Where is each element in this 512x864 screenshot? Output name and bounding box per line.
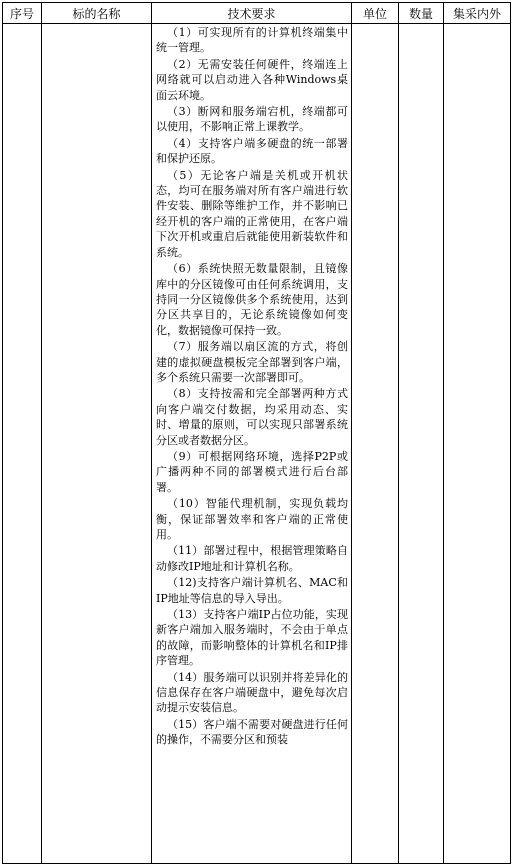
item-name-cell [42, 24, 152, 864]
requirement-item: （9）可根据网络环境，选择P2P或广播两种不同的部署模式进行后台部署。 [156, 449, 348, 494]
requirement-item: （4）支持客户端多硬盘的统一部署和保护还原。 [156, 136, 348, 166]
header-requirements: 技术要求 [152, 3, 352, 24]
requirements-table [2, 2, 511, 864]
requirement-item: （3）断网和服务端宕机，终端都可以使用，不影响正常上课教学。 [156, 105, 348, 134]
requirement-item: （8）支持按需和完全部署两种方式向客户端交付数据，均采用动态、实时、增量的原则，可以实现只部署系统分区或者数据分区。 [156, 387, 348, 447]
requirement-item: （2）无需安装任何硬件，终端连上网络就可以启动进入各种Windows桌面云环境。 [156, 57, 348, 102]
unit-cell [352, 24, 399, 864]
requirement-item: （15）客户端不需要对硬盘进行任何的操作，不需要分区和预装 [156, 717, 348, 747]
table-header-row [3, 3, 511, 24]
procurement-cell [444, 24, 511, 864]
requirement-item: （1）可实现所有的计算机终端集中统一管理。 [156, 26, 348, 55]
table-row [3, 24, 511, 864]
requirement-item: （5）无论客户端是关机或开机状态，均可在服务端对所有客户端进行软件安装、删除等维护工作，并不影响已经开机的客户端的正常使用，在客户端下次开机或重启后就能使用新装软件和系统。 [156, 168, 348, 259]
requirement-item: （10）智能代理机制，实现负载均衡，保证部署效率和客户端的正常使用。 [156, 497, 348, 541]
index-cell [3, 24, 42, 864]
requirement-item: （11）部署过程中，根据管理策略自动修改IP地址和计算机名称。 [156, 544, 348, 573]
header-procurement: 集采内外 [444, 3, 511, 24]
requirements-cell [152, 24, 352, 864]
requirement-item: （14）服务端可以识别并将差异化的信息保存在客户端硬盘中，避免每次启动提示安装信息。 [156, 670, 348, 715]
header-index: 序号 [3, 3, 42, 24]
quantity-cell [399, 24, 444, 864]
requirement-item: （6）系统快照无数量限制，且镜像库中的分区镜像可由任何系统调用，支持同一分区镜像供多个系统使用，达到分区共享目的，无论系统镜像如何变化，数据镜像可保持一致。 [156, 262, 348, 337]
requirement-item: （7）服务端以扇区流的方式，将创建的虚拟硬盘模板完全部署到客户端，多个系统只需要一次部署即可。 [156, 340, 348, 384]
header-unit: 单位 [352, 3, 399, 24]
header-item-name: 标的名称 [42, 3, 152, 24]
requirement-item: （12)支持客户端计算机名、MAC和IP地址等信息的导入导出。 [156, 576, 348, 605]
requirement-item: （13）支持客户端IP占位功能，实现新客户端加入服务端时，不会由于单点的故障，而影响整体的计算机名和IP排序管理。 [156, 608, 348, 668]
header-quantity: 数量 [399, 3, 444, 24]
